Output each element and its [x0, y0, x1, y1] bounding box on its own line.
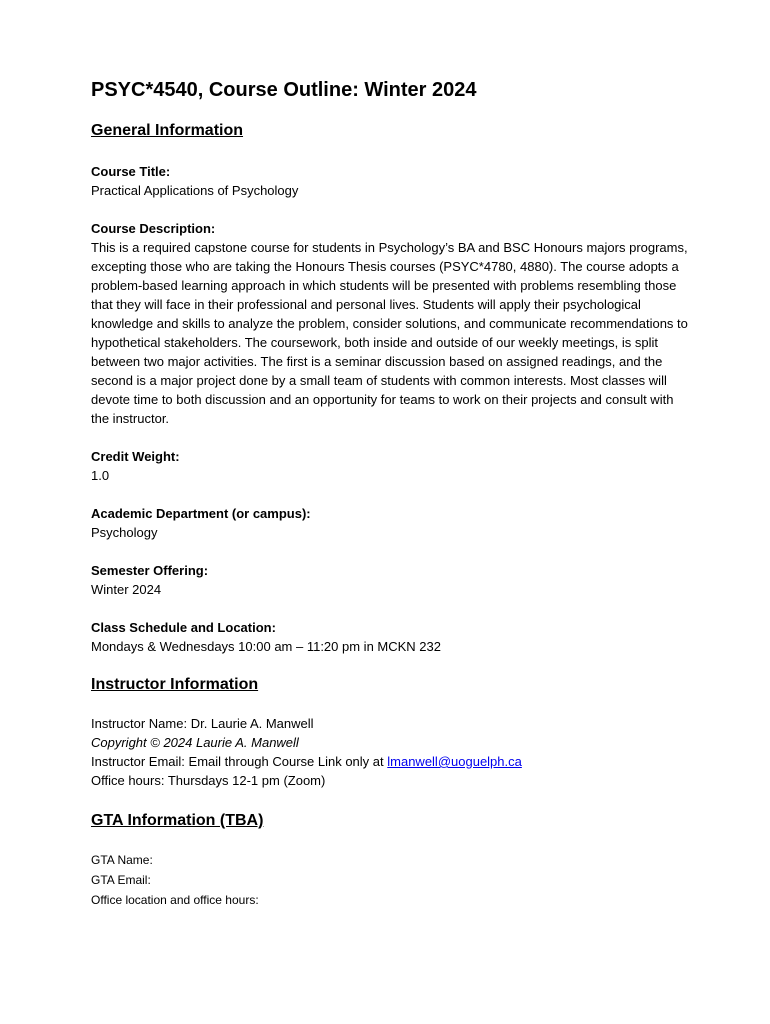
- instructor-details: [91, 714, 690, 790]
- credit-weight-field: [91, 447, 690, 485]
- instructor-email-line: [91, 752, 690, 771]
- course-title-label: Course Title:: [91, 164, 171, 179]
- schedule-field: [91, 618, 690, 656]
- general-information-heading: General Information: [91, 122, 244, 139]
- instructor-email-prefix: Instructor Email: Email through Course Link only at: [91, 754, 388, 769]
- course-title-field: [91, 162, 690, 200]
- course-title-value: Practical Applications of Psychology: [91, 183, 299, 198]
- schedule-value: Mondays & Wednesdays 10:00 am – 11:20 pm in MCKN 232: [91, 639, 441, 654]
- gta-information-heading: GTA Information (TBA): [91, 812, 264, 829]
- course-description-label: Course Description:: [91, 221, 216, 236]
- document-title: PSYC*4540, Course Outline: Winter 2024: [91, 79, 477, 101]
- credit-weight-value: 1.0: [91, 468, 110, 483]
- gta-email: GTA Email:: [91, 873, 151, 887]
- instructor-email-link[interactable]: lmanwell@uoguelph.ca: [387, 754, 522, 769]
- semester-label: Semester Offering:: [91, 563, 209, 578]
- gta-details: [91, 850, 690, 910]
- schedule-label: Class Schedule and Location:: [91, 620, 276, 635]
- gta-office: Office location and office hours:: [91, 893, 259, 907]
- semester-value: Winter 2024: [91, 582, 162, 597]
- course-description-value: This is a required capstone course for students in Psychology’s BA and BSC Honours majors programs, excepting those who are taking the Honours Thesis courses (PSYC*4780, 4880). The course adopts a problem-based learning approach in which students will be presented with problems resembling those that they will face in their professional and personal lives. Students will apply their psychological knowledge and skills to analyze the problem, consider solutions, and communicate recommendations to hypothetical stakeholders. The coursework, both inside and outside of our weekly meetings, is split between two major activities. The first is a seminar discussion based on assigned readings, and the second is a major project done by a small team of students with common interests. Most classes will devote time to both discussion and an opportunity for teams to work on their projects and consult with the instructor.: [91, 240, 688, 426]
- instructor-name: Instructor Name: Dr. Laurie A. Manwell: [91, 716, 314, 731]
- department-value: Psychology: [91, 525, 158, 540]
- course-description-field: [91, 219, 690, 428]
- office-hours: Office hours: Thursdays 12-1 pm (Zoom): [91, 773, 326, 788]
- credit-weight-label: Credit Weight:: [91, 449, 180, 464]
- copyright-notice: Copyright © 2024 Laurie A. Manwell: [91, 735, 299, 750]
- department-field: [91, 504, 690, 542]
- gta-name: GTA Name:: [91, 853, 153, 867]
- department-label: Academic Department (or campus):: [91, 506, 311, 521]
- instructor-information-heading: Instructor Information: [91, 676, 259, 693]
- semester-field: [91, 561, 690, 599]
